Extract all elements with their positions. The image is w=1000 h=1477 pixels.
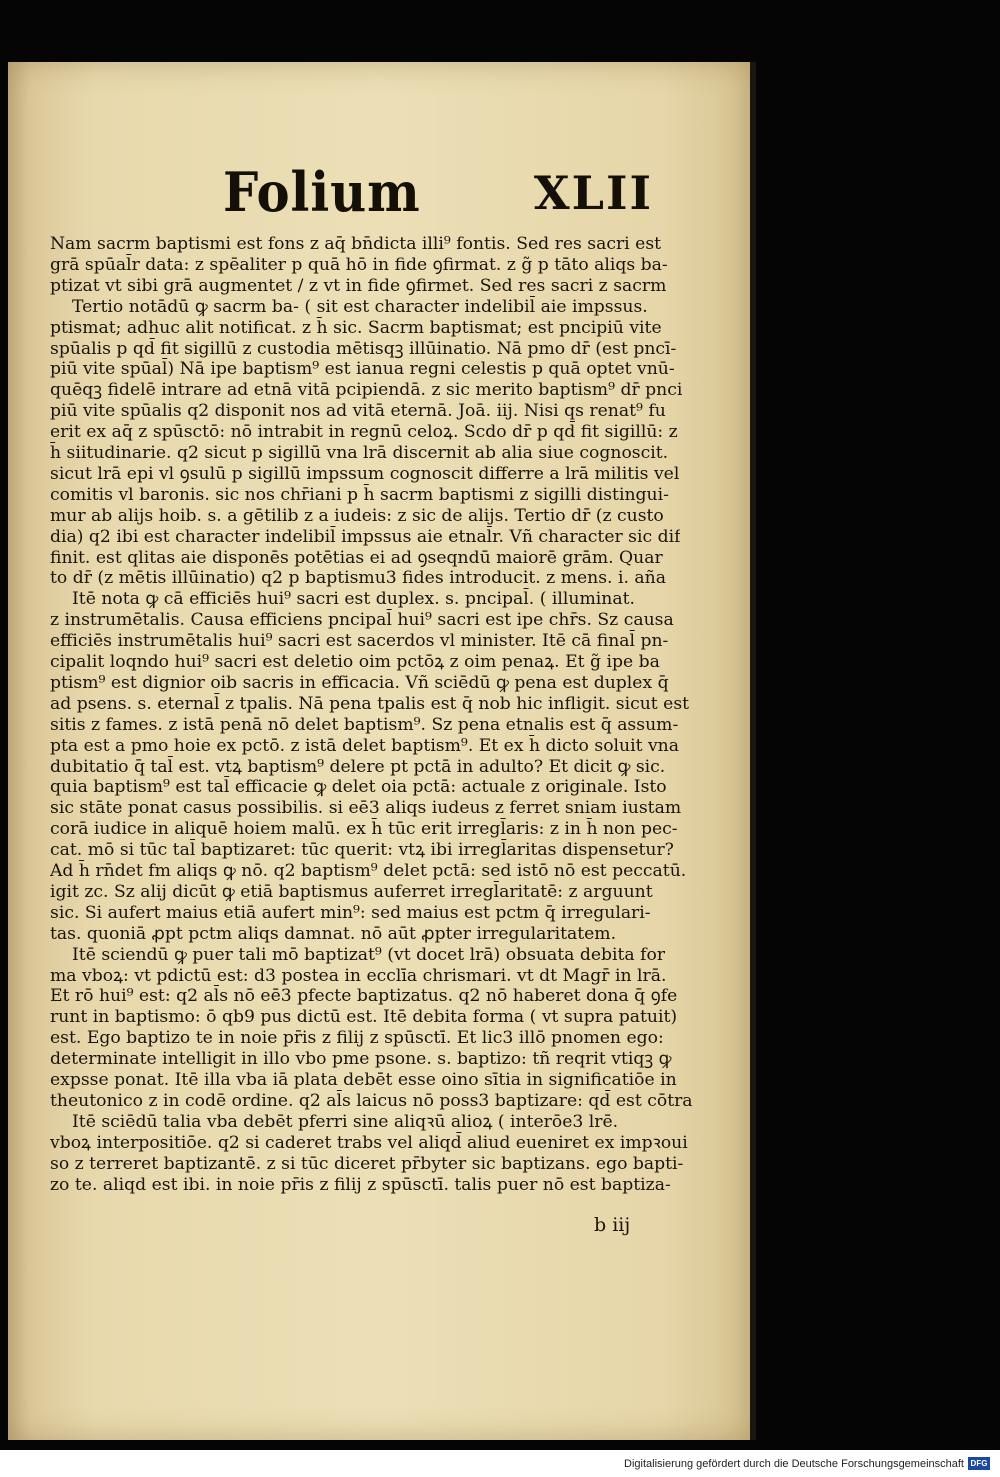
text-line: sicut lrā epi vl ꝯsulū p sigillū impssum cognoscit differre a lrā militis vel	[50, 463, 680, 484]
text-line: quēqꝫ fidelē intrare ad etnā vitā pcipiendā. z sic merito baptism⁹ dr̄ pnci	[50, 380, 683, 401]
text-line: ptism⁹ est dignior oib sacris in efficacia. Vñ sciēdū ꝙ pena est duplex q̄	[50, 672, 669, 693]
text-line: vboꝝ interpositiōe. q2 si caderet trabs vel aliqd̄ aliud eueniret ex impꝛoui	[50, 1132, 688, 1153]
scanned-page	[8, 62, 750, 1440]
text-line: quia baptism⁹ est tal̄ efficacie ꝙ delet oia pctā: actuale z originale. Isto	[50, 777, 667, 798]
text-line: piū vite spūalis q2 disponit nos ad vitā eternā. Joā. iij. Nisi qs renat⁹ fu	[50, 401, 666, 422]
signature-mark: b iij	[594, 1214, 631, 1236]
text-line: piū vite spūal̄) Nā ipe baptism⁹ est ianua regni celestis p quā optet vnū-	[50, 359, 675, 380]
text-line: sitis z fames. z istā penā nō delet baptism⁹. Sz pena etnalis est q̄ assum-	[50, 714, 679, 735]
text-line: Ad h̄ rn̄det fm aliqs ꝙ nō. q2 baptism⁹ delet pctā: sed istō nō est peccatū.	[50, 861, 687, 881]
text-line: est. Ego baptizo te in noie pr̄is z filij z spūsctī. Et lic3 illō pnomen ego:	[50, 1028, 664, 1049]
folio-heading	[223, 160, 653, 230]
text-line: Itē sciendū ꝙ puer tali mō baptizat⁹ (vt docet lrā) obsuata debita for	[72, 944, 666, 965]
text-line: mur ab alijs hoib. s. a gētilib z a iudeis: z sic de alijs. Tertio dr̄ (z custo	[50, 505, 664, 526]
funding-credit: Digitalisierung gefördert durch die Deutsche Forschungsgemeinschaft	[624, 1458, 964, 1470]
text-line: Itē nota ꝙ cā efficiēs hui⁹ sacri est duplex. s. pncipal̄. ( illuminat.	[72, 589, 635, 610]
text-line: ptizat vt sibi grā augmentet / z vt in fide ꝯfirmet. Sed res sacri z sacrm	[50, 275, 667, 296]
text-line: ad psens. s. eternal̄ z tpalis. Nā pena tpalis est q̄ nob hic infligit. sicut est	[50, 693, 690, 714]
page-edge-shadow	[750, 62, 756, 1440]
text-line: efficiēs instrumētalis hui⁹ sacri est sacerdos vl minister. Itē cā final̄ pn-	[50, 631, 669, 652]
text-line: comitis vl baronis. sic nos chr̄iani p h̄ sacrm baptismi z sigilli distingui-	[50, 484, 669, 505]
text-line: sic. Si aufert maius etiā aufert min⁹: sed maius est pctm q̄ irregulari-	[50, 902, 651, 923]
text-line: corā iudice in aliquē hoiem malū. ex h̄ tūc erit irregl̄aris: z in h̄ non pec-	[50, 819, 678, 840]
text-line: zo te. aliqd est ibi. in noie pr̄is z filij z spūsctī. talis puer nō est baptiza-	[50, 1174, 671, 1195]
text-line: grā spūal̄r data: z spēaliter p quā hō in fide ꝯfirmat. z g̃ p tāto aliqs ba-	[50, 254, 668, 275]
text-line: theutonico z in codē ordine. q2 al̄s laicus nō poss3 baptizare: qd̄ est cōtra	[50, 1090, 693, 1111]
text-line: ptismat; adhuc alit notificat. z h̄ sic. Sacrm baptismat; est pncipiū vite	[50, 317, 662, 338]
text-line: Et rō hui⁹ est: q2 al̄s nō eē3 pfecte baptizatus. q2 nō haberet dona q̄ ꝯfe	[50, 986, 678, 1007]
text-line: dubitatio q̄ tal̄ est. vtꝝ baptism⁹ delere pt pctā in adulto? Et dicit ꝙ sic.	[50, 756, 666, 777]
text-line: determinate intelligit in illo vbo pme psone. s. baptizo: tñ reqrit vtiqꝫ ꝙ	[50, 1049, 672, 1070]
text-line: runt in baptismo: ō qb9 pus dictū est. Itē debita forma ( vt supra patuit)	[50, 1007, 678, 1028]
text-line: so z terreret baptizantē. z si tūc diceret pr̄byter sic baptizans. ego bapti-	[50, 1153, 684, 1174]
text-line: Nam sacrm baptismi est fons z aq̄ bn̄dicta illi⁹ fontis. Sed res sacri est	[50, 234, 662, 254]
text-line: h̄ siitudinarie. q2 sicut p sigillū vna lrā discernit ab alia siue cognoscit.	[50, 443, 669, 463]
text-line: pta est a pmo hoie ex pctō. z istā delet baptism⁹. Et ex h̄ dicto soluit vna	[50, 735, 679, 756]
folio-number: XLII	[533, 166, 653, 220]
text-line: finit. est qlitas aie disponēs potētias ei ad ꝯseqndū maiorē grām. Quar	[50, 547, 663, 568]
text-line: z instrumētalis. Causa efficiens pncipal̄ hui⁹ sacri est ipe chr̄s. Sz causa	[50, 610, 674, 631]
text-line: cat. mō si tūc tal̄ baptizaret: tūc querit: vtꝝ ibi irregl̄aritas dispensetur?	[50, 840, 674, 861]
text-line: tas. quoniā ꝓpt pctm aliqs damnat. nō aūt ꝓpter irregularitatem.	[50, 923, 617, 944]
text-line: igit zc. Sz alij dicūt ꝙ etiā baptismus auferret irregl̄aritatē: z arguunt	[50, 881, 653, 902]
text-line: sic stāte ponat casus possibilis. si eē3 aliqs iudeus z ferret sniam iustam	[50, 798, 682, 819]
text-line: dia) q2 ibi est character indelibil̄ impssus aie etnal̄r. Vñ character sic dif	[50, 526, 681, 547]
text-line: ma vboꝝ: vt pdictū est: d3 postea in ecclīa chrismari. vt dt Magr̄ in lrā.	[50, 965, 667, 986]
text-line: expsse ponat. Itē illa vba iā plata debēt esse oino sītia in significatiōe in	[50, 1070, 677, 1090]
text-line: spūalis p qd̄ fit sigillū z custodia mētisqꝫ illūinatio. Nā pmo dr̄ (est pncī-	[50, 338, 677, 359]
text-line: Itē sciēdū talia vba debēt pferri sine aliqꝛū alioꝝ ( interōe3 lrē.	[72, 1111, 619, 1132]
folio-heading-word: Folium	[223, 160, 421, 224]
credit-footer	[0, 1450, 1000, 1477]
text-line: to dr̄ (z mētis illūinatio) q2 p baptismu3 fides introducit. z mens. i. aña	[50, 568, 666, 589]
dfg-logo: DFG	[968, 1457, 990, 1470]
text-line: erit ex aq̄ z spūsctō: nō intrabit in regnū celoꝝ. Scdo dr̄ p qd̄ fit sigillū: z	[50, 422, 678, 443]
text-line: cipalit loqndo hui⁹ sacri est deletio oim pctōꝝ z oim penaꝝ. Et g̃ ipe ba	[50, 652, 660, 672]
text-line: Tertio notādū ꝙ sacrm ba- ( sit est character indelibil̄ aie impssus.	[72, 296, 648, 317]
